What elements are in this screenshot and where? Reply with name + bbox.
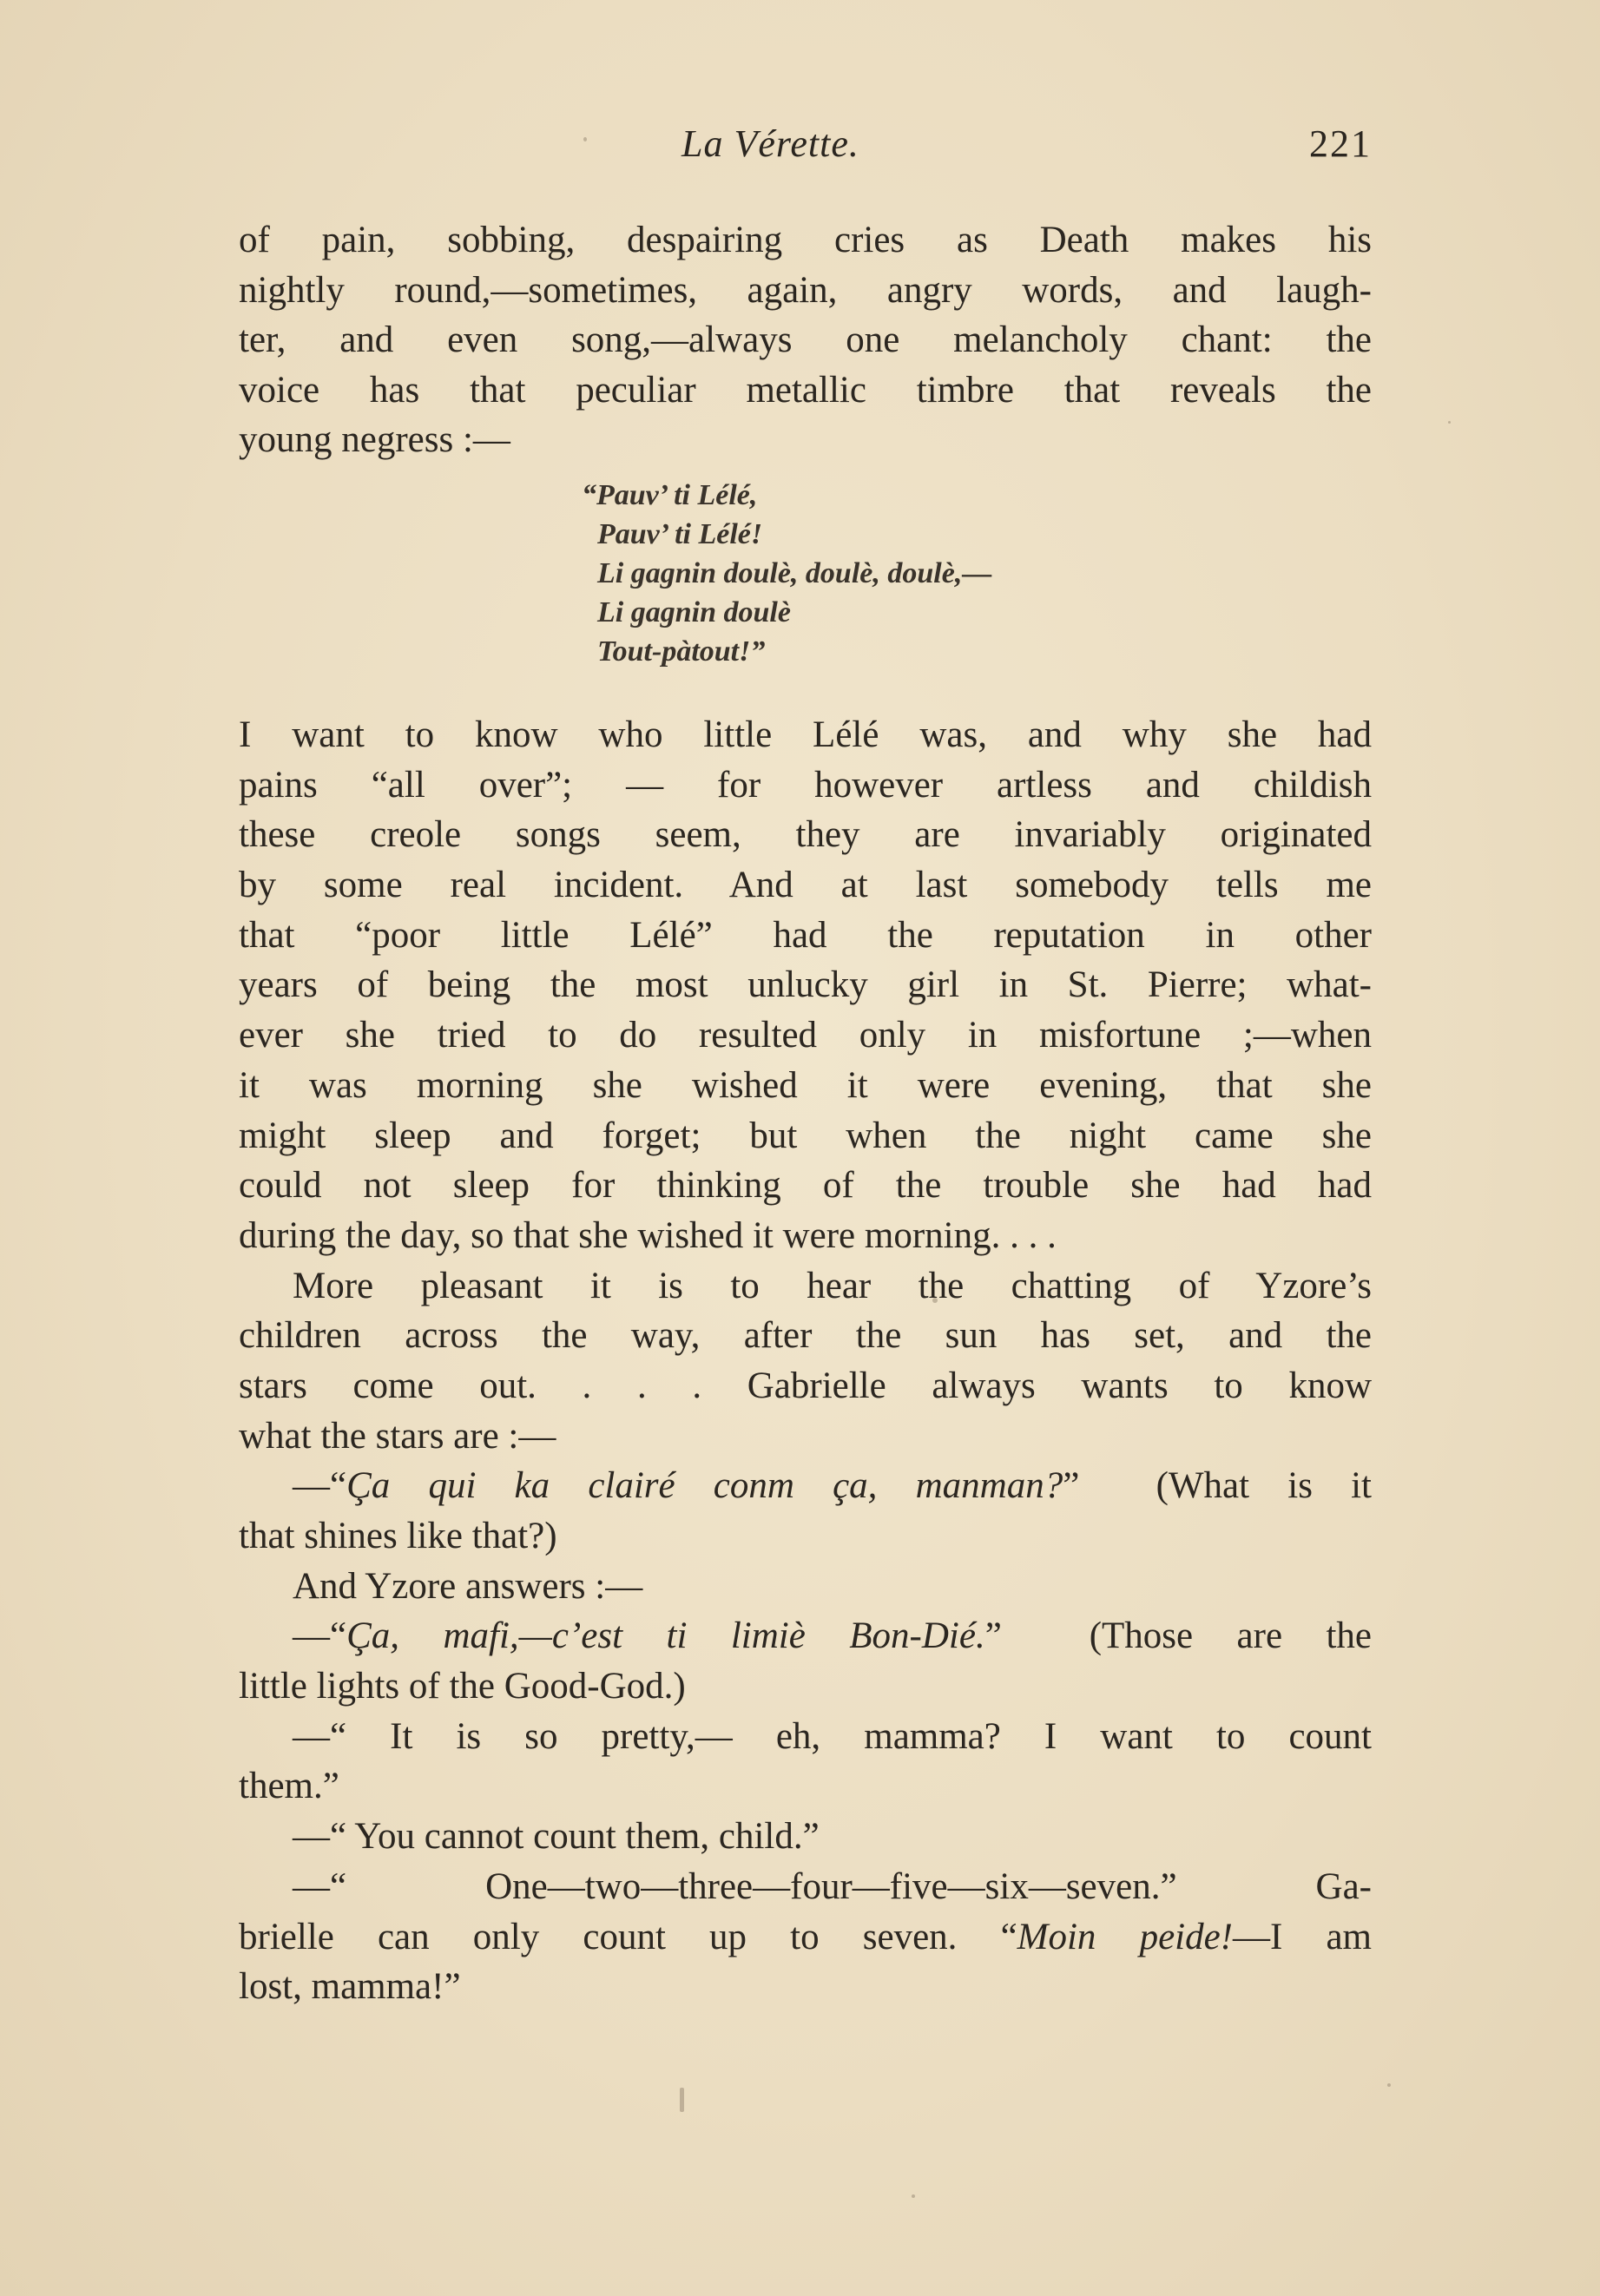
text-line: pains “all over”; — for however artless and childish xyxy=(239,764,1372,806)
text-line: could not sleep for thinking of the trouble she had had xyxy=(239,1165,1372,1207)
text-line: of pain, sobbing, despairing cries as Death makes his xyxy=(239,220,1372,260)
song-line: Tout-pàtout!” xyxy=(597,635,766,668)
text-line: years of being the most unlucky girl in St. Pierre; what- xyxy=(239,964,1372,1006)
text-line: that shines like that?) xyxy=(239,1516,557,1556)
creole-exclamation: Moin peide! xyxy=(1017,1916,1233,1957)
quote-close: ” xyxy=(1063,1465,1080,1507)
text-line: children across the way, after the sun has set, and the xyxy=(239,1315,1372,1357)
text-line: young negress :— xyxy=(239,419,510,461)
page-header xyxy=(239,122,1372,174)
text-line: voice has that peculiar metallic timbre that reveals the xyxy=(239,369,1372,411)
main-text xyxy=(239,710,1372,2012)
song-line: Li gagnin doulè, doulè, doulè,— xyxy=(597,557,992,589)
dialogue-count-line xyxy=(239,1912,1372,1963)
text-line: ever she tried to do resulted only in misfortune ;—when xyxy=(239,1015,1372,1056)
text-line: And Yzore answers :— xyxy=(293,1565,643,1607)
text-line: —“ You cannot count them, child.” xyxy=(293,1816,820,1858)
paper-speck xyxy=(1387,2083,1391,2087)
paper-speck xyxy=(1448,421,1451,424)
text-fragment: brielle can only count up to seven. “ xyxy=(239,1916,1017,1957)
text-fragment: —I am xyxy=(1233,1916,1372,1957)
page-number: 221 xyxy=(1309,122,1372,165)
text-line: by some real incident. And at last somebody tells me xyxy=(239,865,1372,906)
text-line: stars come out. . . . Gabrielle always wants to know xyxy=(239,1365,1372,1406)
running-title: La Vérette. xyxy=(681,122,859,165)
text-line: More pleasant it is to hear the chatting of Yzore’s xyxy=(293,1265,1372,1306)
translation: (What is it xyxy=(1156,1465,1373,1507)
dialogue-answer-1 xyxy=(239,1611,1372,1661)
text-line: might sleep and forget; but when the night came she xyxy=(239,1115,1372,1156)
creole-answer: Ça, mafi,—c’est ti limiè Bon-Dié. xyxy=(346,1615,985,1657)
text-line: these creole songs seem, they are invariably originated xyxy=(239,814,1372,856)
paper-speck xyxy=(583,137,587,141)
text-line: that “poor little Lélé” had the reputation in other xyxy=(239,914,1372,956)
text-line: it was morning she wished it were evening, that she xyxy=(239,1064,1372,1106)
text-line: what the stars are :— xyxy=(239,1415,556,1457)
text-line: —“ It is so pretty,— eh, mamma? I want to count xyxy=(293,1715,1372,1757)
dialogue-question-1 xyxy=(239,1461,1372,1511)
text-line: I want to know who little Lélé was, and why she had xyxy=(239,714,1372,755)
quote-open: —“ xyxy=(293,1615,347,1657)
text-line: —“ One—two—three—four—five—six—seven.” Ga- xyxy=(293,1865,1372,1907)
quote-open: —“ xyxy=(293,1465,347,1507)
song-line: Pauv’ ti Lélé! xyxy=(597,518,763,550)
text-line: lost, mamma!” xyxy=(239,1966,461,2008)
song-line: Li gagnin doulè xyxy=(597,596,791,628)
paper-speck xyxy=(932,1298,938,1303)
song-line: “Pauv’ ti Lélé, xyxy=(582,479,758,511)
quote-close: ” xyxy=(984,1615,1002,1657)
text-line: them.” xyxy=(239,1766,339,1807)
text-line: during the day, so that she wished it were morning. . . . xyxy=(239,1214,1057,1256)
paper-speck xyxy=(680,2088,684,2112)
text-line: ter, and even song,—always one melancholy chant: the xyxy=(239,319,1372,361)
text-line: little lights of the Good-God.) xyxy=(239,1666,686,1707)
creole-song xyxy=(582,476,991,671)
paragraph-opening xyxy=(239,215,1372,465)
paper-speck xyxy=(912,2194,915,2198)
text-line: nightly round,—sometimes, again, angry words, and laugh- xyxy=(239,269,1372,311)
creole-question: Ça qui ka clairé conm ça, manman? xyxy=(346,1465,1063,1507)
translation: (Those are the xyxy=(1089,1615,1373,1657)
